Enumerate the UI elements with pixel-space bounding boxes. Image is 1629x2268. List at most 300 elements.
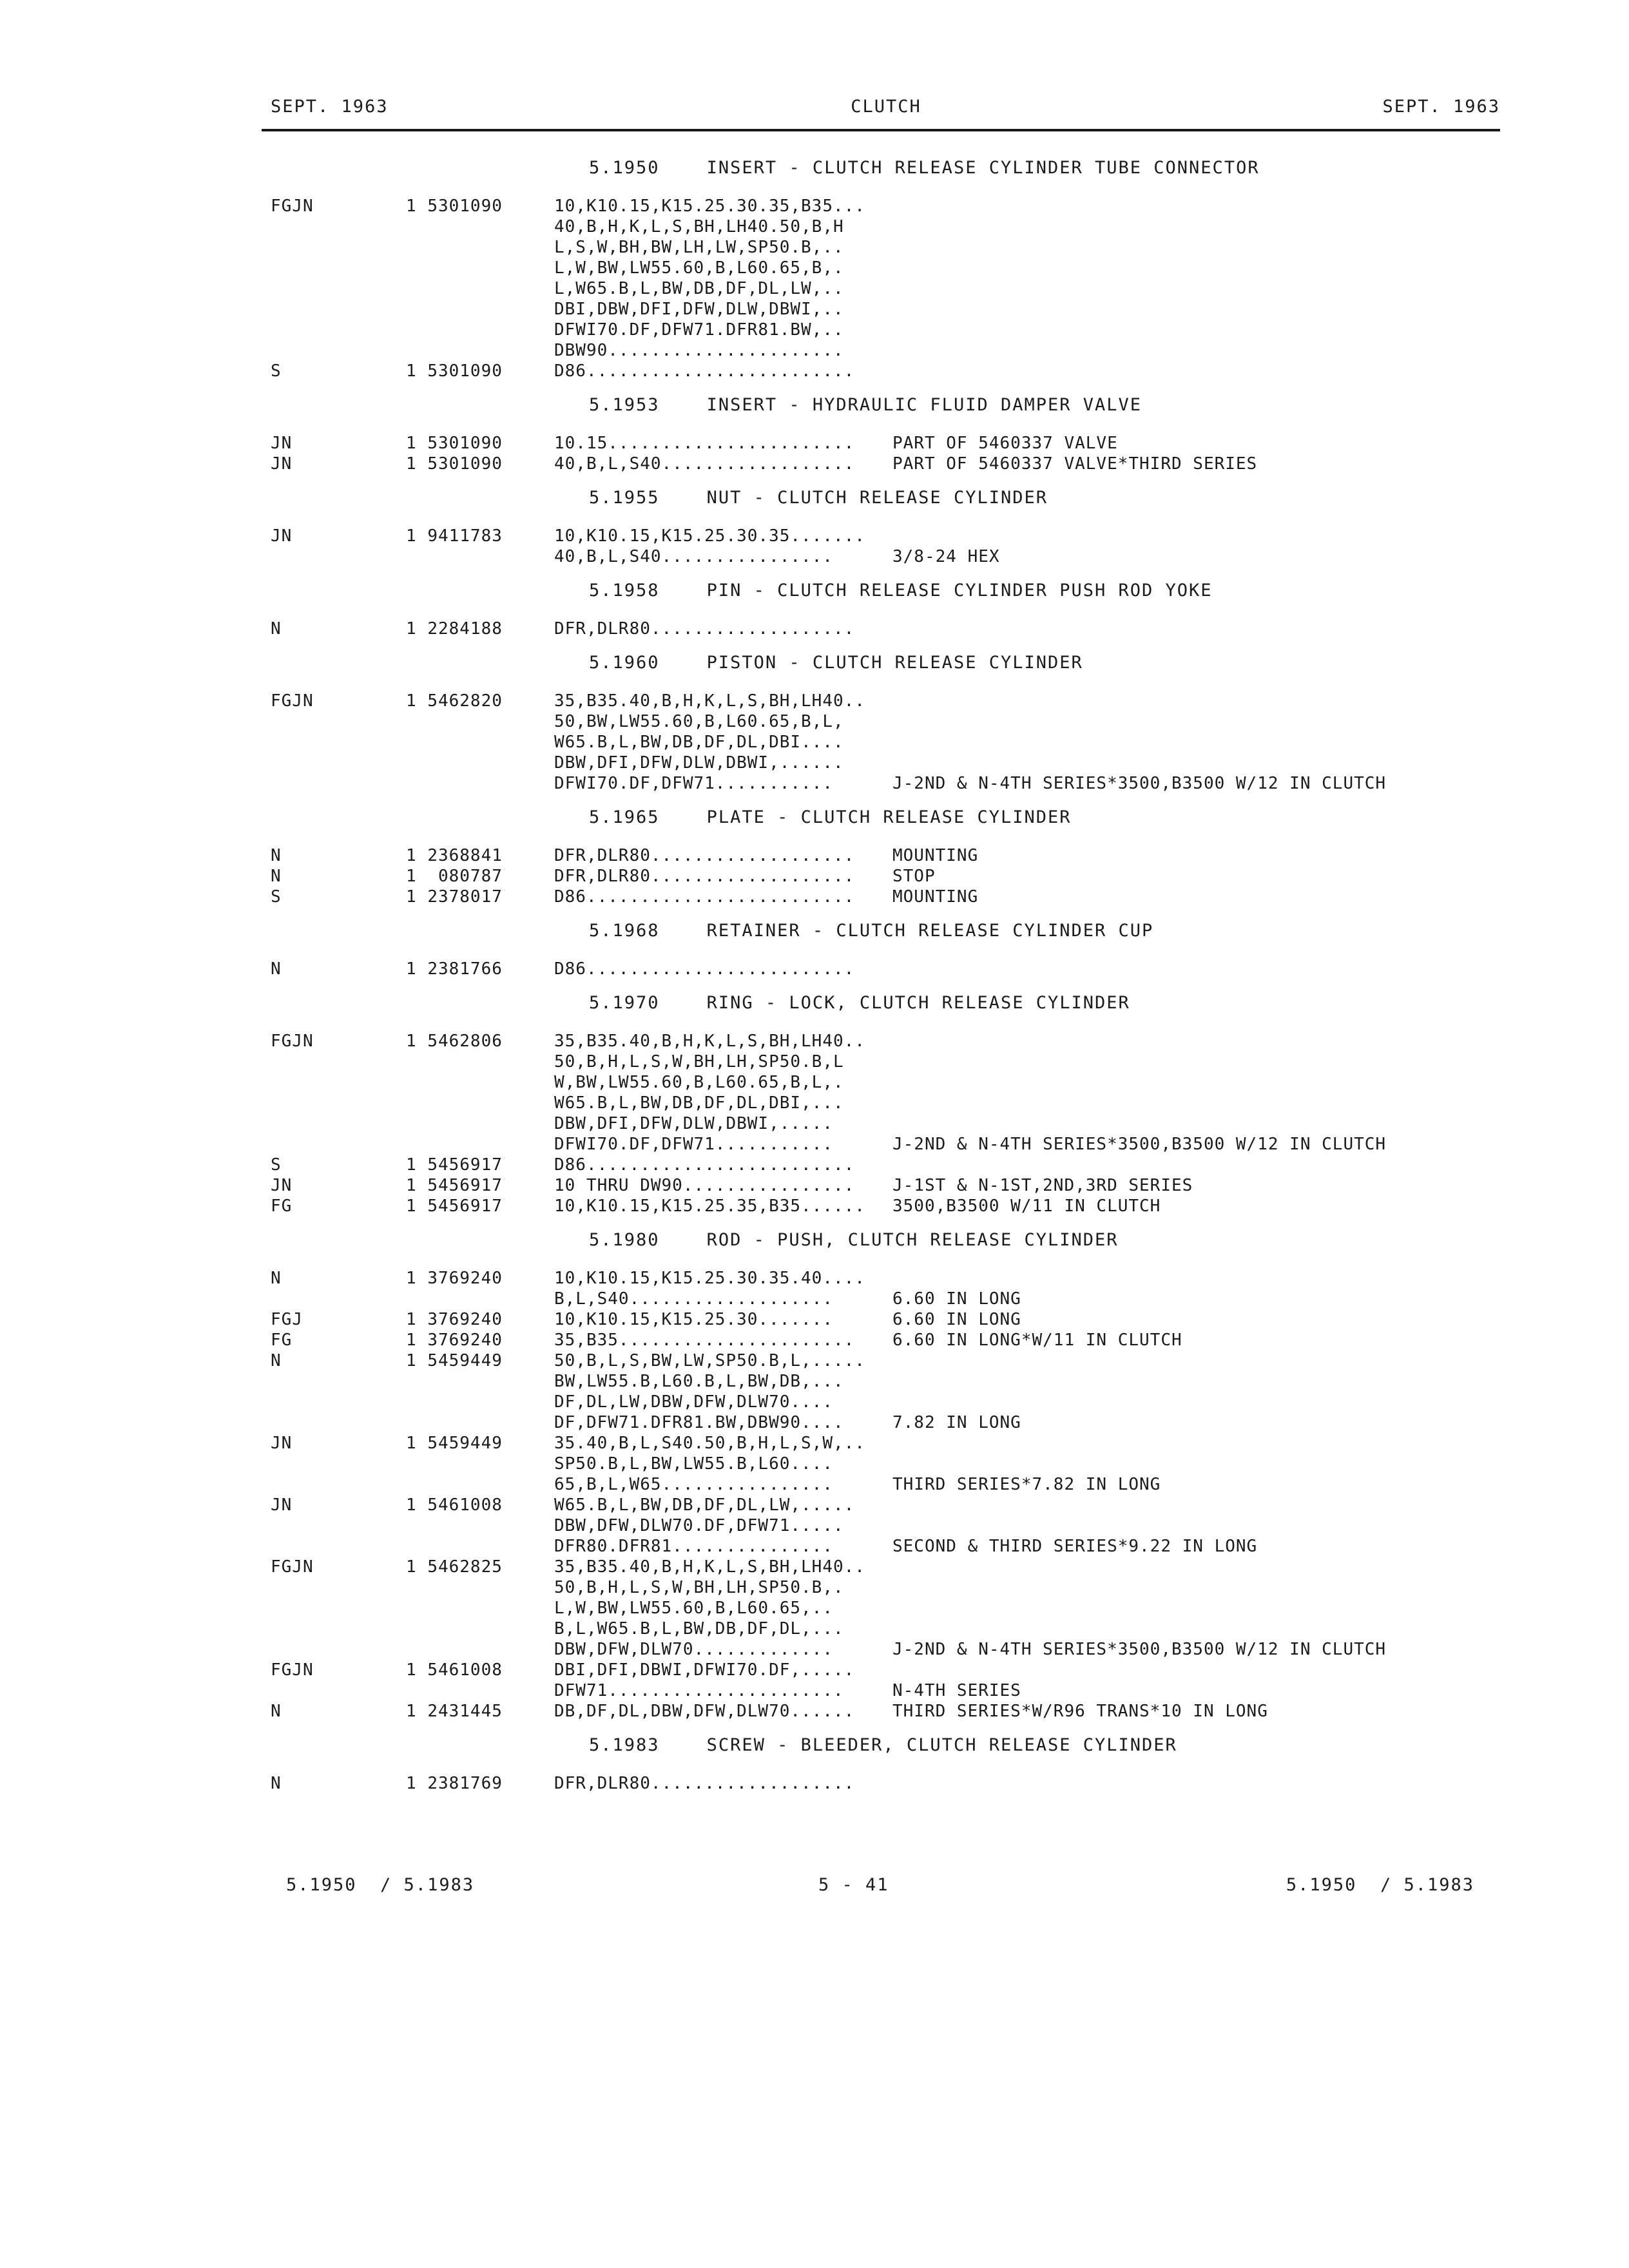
model-code: FG [271, 1196, 293, 1216]
application-text: SP50.B,L,BW,LW55.B,L60.... [554, 1454, 833, 1474]
qty-part-number [406, 361, 554, 381]
entry-line [271, 1773, 1534, 1794]
part-number: 5462825 [427, 1557, 503, 1577]
application-text: 35,B35.40,B,H,K,L,S,BH,LH40.. [554, 1032, 865, 1051]
entry-line [271, 196, 1534, 216]
section [271, 482, 1534, 567]
model-code: JN [271, 434, 293, 453]
part-description: J-2ND & N-4TH SERIES*3500,B3500 W/12 IN CLUTCH [892, 1640, 1387, 1659]
model-code: JN [271, 1434, 293, 1453]
application-text: DFW71...................... [554, 1681, 844, 1700]
section [271, 647, 1534, 794]
qty-part-number [406, 1773, 554, 1794]
application-text: 10,K10.15,K15.25.30.35,B35... [554, 197, 865, 216]
part-entry [271, 845, 1534, 866]
qty-part-number [406, 1268, 554, 1289]
application-text: DFR,DLR80................... [554, 846, 855, 865]
part-number: 3769240 [427, 1310, 503, 1329]
model-code: N [271, 1702, 282, 1721]
entry-line [271, 1175, 1534, 1196]
quantity: 1 [406, 1351, 417, 1370]
entry-line [271, 454, 1534, 474]
entry-line [271, 1412, 1534, 1433]
section-title: INSERT - HYDRAULIC FLUID DAMPER VALVE [706, 395, 1142, 415]
part-description: 3500,B3500 W/11 IN CLUTCH [892, 1196, 1161, 1216]
entry-line [271, 1639, 1534, 1660]
section-title: RING - LOCK, CLUTCH RELEASE CYLINDER [706, 993, 1130, 1013]
qty-part-number [406, 1330, 554, 1350]
part-entry [271, 1350, 1534, 1433]
quantity: 1 [406, 1196, 417, 1216]
part-number: 3769240 [427, 1269, 503, 1288]
section-number: 5.1955 [589, 488, 660, 508]
part-entry [271, 1773, 1534, 1794]
model-code: FGJN [271, 1032, 314, 1051]
section [271, 389, 1534, 474]
application-text: DBI,DBW,DFI,DFW,DLW,DBWI,.. [554, 300, 844, 319]
qty-part-number [406, 454, 554, 474]
footer-range-right: 5.1950 / 5.1983 [1286, 1875, 1474, 1895]
entry-line [271, 320, 1534, 340]
section-number: 5.1950 [589, 158, 660, 178]
quantity: 1 [406, 1774, 417, 1793]
quantity: 1 [406, 526, 417, 546]
entry-line [271, 1113, 1534, 1134]
header-title: CLUTCH [851, 97, 921, 117]
application-text: 40,B,H,K,L,S,BH,LH40.50,B,H [554, 217, 844, 236]
qty-part-number [406, 1155, 554, 1175]
application-text: 10 THRU DW90................ [554, 1176, 855, 1195]
entry-line [271, 732, 1534, 753]
part-entry [271, 691, 1534, 794]
parts-list [271, 152, 1534, 1802]
section [271, 1224, 1534, 1722]
qty-part-number [406, 1309, 554, 1330]
part-description: 3/8-24 HEX [892, 547, 1000, 566]
application-text: D86......................... [554, 361, 855, 381]
part-number: 5301090 [427, 197, 503, 216]
part-number: 2368841 [427, 846, 503, 865]
section-heading [271, 802, 1534, 845]
section-heading [271, 1729, 1534, 1773]
entry-line [271, 691, 1534, 711]
application-text: DFR,DLR80................... [554, 1774, 855, 1793]
qty-part-number [406, 196, 554, 216]
model-code: N [271, 959, 282, 979]
entry-line [271, 1392, 1534, 1412]
application-text: L,W,BW,LW55.60,B,L60.65,.. [554, 1599, 833, 1618]
entry-line [271, 361, 1534, 381]
application-text: 10,K10.15,K15.25.30....... [554, 1310, 833, 1329]
entry-line [271, 1598, 1534, 1619]
part-description: J-2ND & N-4TH SERIES*3500,B3500 W/12 IN CLUTCH [892, 774, 1387, 793]
header-date-right: SEPT. 1963 [1382, 97, 1500, 117]
application-text: L,W65.B,L,BW,DB,DF,DL,LW,.. [554, 279, 844, 298]
qty-part-number [406, 866, 554, 887]
section [271, 987, 1534, 1216]
application-text: 35,B35.40,B,H,K,L,S,BH,LH40.. [554, 691, 865, 711]
part-description: THIRD SERIES*W/R96 TRANS*10 IN LONG [892, 1702, 1268, 1721]
model-code: S [271, 361, 282, 381]
entry-line [271, 1577, 1534, 1598]
qty-part-number [406, 1031, 554, 1052]
part-entry [271, 361, 1534, 381]
model-code: JN [271, 1176, 293, 1195]
application-text: 50,BW,LW55.60,B,L60.65,B,L, [554, 712, 844, 731]
quantity: 1 [406, 1702, 417, 1721]
header-date-left: SEPT. 1963 [271, 97, 389, 117]
quantity: 1 [406, 1495, 417, 1515]
part-number: 5461008 [427, 1495, 503, 1515]
section-heading [271, 389, 1534, 433]
quantity: 1 [406, 846, 417, 865]
qty-part-number [406, 619, 554, 639]
entry-line [271, 1268, 1534, 1289]
section [271, 152, 1534, 381]
application-text: DBW,DFW,DLW70.DF,DFW71..... [554, 1516, 844, 1535]
section-title: INSERT - CLUTCH RELEASE CYLINDER TUBE CONNECTOR [706, 158, 1260, 178]
part-entry [271, 1495, 1534, 1557]
section-title: ROD - PUSH, CLUTCH RELEASE CYLINDER [706, 1230, 1119, 1250]
section [271, 1729, 1534, 1794]
entry-line [271, 845, 1534, 866]
entry-line [271, 299, 1534, 320]
qty-part-number [406, 691, 554, 711]
quantity: 1 [406, 1155, 417, 1175]
part-entry [271, 959, 1534, 979]
entry-line [271, 237, 1534, 258]
quantity: 1 [406, 1557, 417, 1577]
entry-line [271, 1495, 1534, 1515]
application-text: W65.B,L,BW,DB,DF,DL,DBI.... [554, 733, 844, 752]
part-entry [271, 526, 1534, 567]
qty-part-number [406, 1196, 554, 1216]
part-number: 5461008 [427, 1660, 503, 1680]
application-text: 50,B,H,L,S,W,BH,LH,SP50.B,. [554, 1578, 844, 1597]
model-code: JN [271, 526, 293, 546]
entry-line [271, 1701, 1534, 1722]
part-number: 5301090 [427, 361, 503, 381]
entry-line [271, 433, 1534, 454]
section-heading [271, 1224, 1534, 1268]
part-description: THIRD SERIES*7.82 IN LONG [892, 1475, 1161, 1494]
section-number: 5.1968 [589, 921, 660, 941]
header-rule [262, 129, 1500, 131]
model-code: FGJN [271, 197, 314, 216]
model-code: JN [271, 1495, 293, 1515]
quantity: 1 [406, 1331, 417, 1350]
quantity: 1 [406, 1032, 417, 1051]
part-entry [271, 433, 1534, 454]
page-number: 5 - 41 [818, 1875, 889, 1895]
application-text: 35,B35.40,B,H,K,L,S,BH,LH40.. [554, 1557, 865, 1577]
quantity: 1 [406, 1310, 417, 1329]
part-entry [271, 1196, 1534, 1216]
part-description: 6.60 IN LONG [892, 1310, 1021, 1329]
application-text: 40,B,L,S40.................. [554, 454, 855, 474]
qty-part-number [406, 433, 554, 454]
qty-part-number [406, 959, 554, 979]
application-text: DF,DL,LW,DBW,DFW,DLW70.... [554, 1392, 833, 1412]
model-code: FGJN [271, 1557, 314, 1577]
entry-line [271, 1474, 1534, 1495]
application-text: DFWI70.DF,DFW71.DFR81.BW,.. [554, 320, 844, 340]
part-entry [271, 1660, 1534, 1701]
part-description: MOUNTING [892, 887, 979, 907]
section-number: 5.1953 [589, 395, 660, 415]
application-text: D86......................... [554, 887, 855, 907]
entry-line [271, 866, 1534, 887]
part-description: 6.60 IN LONG [892, 1289, 1021, 1309]
section [271, 915, 1534, 979]
model-code: N [271, 1774, 282, 1793]
model-code: N [271, 867, 282, 886]
quantity: 1 [406, 867, 417, 886]
part-description: J-2ND & N-4TH SERIES*3500,B3500 W/12 IN CLUTCH [892, 1135, 1387, 1154]
qty-part-number [406, 526, 554, 546]
part-description: PART OF 5460337 VALVE [892, 434, 1118, 453]
part-entry [271, 619, 1534, 639]
part-entry [271, 887, 1534, 907]
model-code: FGJ [271, 1310, 303, 1329]
application-text: 10,K10.15,K15.25.30.35.40.... [554, 1269, 865, 1288]
entry-line [271, 711, 1534, 732]
part-entry [271, 866, 1534, 887]
application-text: W65.B,L,BW,DB,DF,DL,LW,..... [554, 1495, 855, 1515]
model-code: JN [271, 454, 293, 474]
application-text: B,L,W65.B,L,BW,DB,DF,DL,... [554, 1619, 844, 1639]
application-text: DF,DFW71.DFR81.BW,DBW90.... [554, 1413, 844, 1432]
entry-line [271, 1289, 1534, 1309]
quantity: 1 [406, 434, 417, 453]
quantity: 1 [406, 454, 417, 474]
model-code: S [271, 887, 282, 907]
section-number: 5.1958 [589, 581, 660, 601]
entry-line [271, 1196, 1534, 1216]
entry-line [271, 1536, 1534, 1557]
part-number: 5456917 [427, 1155, 503, 1175]
part-entry [271, 1701, 1534, 1722]
entry-line [271, 1031, 1534, 1052]
part-entry [271, 1031, 1534, 1155]
entry-line [271, 546, 1534, 567]
entry-line [271, 619, 1534, 639]
entry-line [271, 258, 1534, 278]
part-description: N-4TH SERIES [892, 1681, 1021, 1700]
application-text: DFR,DLR80................... [554, 867, 855, 886]
qty-part-number [406, 1701, 554, 1722]
section-heading [271, 152, 1534, 196]
entry-line [271, 1093, 1534, 1113]
model-code: N [271, 1269, 282, 1288]
part-number: 3769240 [427, 1331, 503, 1350]
entry-line [271, 1619, 1534, 1639]
part-number: 2381769 [427, 1774, 503, 1793]
entry-line [271, 340, 1534, 361]
section [271, 575, 1534, 639]
part-description: 6.60 IN LONG*W/11 IN CLUTCH [892, 1331, 1182, 1350]
quantity: 1 [406, 959, 417, 979]
footer-range-left: 5.1950 / 5.1983 [286, 1875, 475, 1895]
application-text: DBW90...................... [554, 341, 844, 360]
qty-part-number [406, 845, 554, 866]
entry-line [271, 1155, 1534, 1175]
entry-line [271, 753, 1534, 773]
section-number: 5.1965 [589, 807, 660, 827]
entry-line [271, 1557, 1534, 1577]
entry-line [271, 1680, 1534, 1701]
qty-part-number [406, 1433, 554, 1454]
part-number: 5462820 [427, 691, 503, 711]
part-entry [271, 1557, 1534, 1660]
application-text: 10,K10.15,K15.25.30.35....... [554, 526, 865, 546]
quantity: 1 [406, 1434, 417, 1453]
entry-line [271, 1454, 1534, 1474]
part-number: 2284188 [427, 619, 503, 639]
entry-line [271, 1072, 1534, 1093]
section-number: 5.1980 [589, 1230, 660, 1250]
application-text: DFR,DLR80................... [554, 619, 855, 639]
model-code: FGJN [271, 691, 314, 711]
application-text: 10.15....................... [554, 434, 855, 453]
application-text: DFR80.DFR81............... [554, 1537, 833, 1556]
application-text: B,L,S40................... [554, 1289, 833, 1309]
quantity: 1 [406, 197, 417, 216]
qty-part-number [406, 1495, 554, 1515]
part-entry [271, 1433, 1534, 1495]
part-number: 5456917 [427, 1196, 503, 1216]
application-text: L,S,W,BH,BW,LH,LW,SP50.B,.. [554, 238, 844, 257]
section-title: PISTON - CLUTCH RELEASE CYLINDER [706, 653, 1083, 673]
application-text: DBW,DFW,DLW70............. [554, 1640, 833, 1659]
part-description: MOUNTING [892, 846, 979, 865]
entry-line [271, 1350, 1534, 1371]
application-text: D86......................... [554, 1155, 855, 1175]
section-number: 5.1983 [589, 1735, 660, 1755]
part-number: 2378017 [427, 887, 503, 907]
section-title: PLATE - CLUTCH RELEASE CYLINDER [706, 807, 1072, 827]
quantity: 1 [406, 1660, 417, 1680]
part-entry [271, 1268, 1534, 1309]
part-number: 5459449 [427, 1351, 503, 1370]
quantity: 1 [406, 1176, 417, 1195]
model-code: N [271, 1351, 282, 1370]
quantity: 1 [406, 887, 417, 907]
application-text: 10,K10.15,K15.25.35,B35...... [554, 1196, 865, 1216]
entry-line [271, 1330, 1534, 1350]
part-entry [271, 1175, 1534, 1196]
model-code: N [271, 619, 282, 639]
qty-part-number [406, 1557, 554, 1577]
section-title: RETAINER - CLUTCH RELEASE CYLINDER CUP [706, 921, 1154, 941]
part-description: PART OF 5460337 VALVE*THIRD SERIES [892, 454, 1258, 474]
entry-line [271, 1515, 1534, 1536]
part-entry [271, 196, 1534, 361]
entry-line [271, 1134, 1534, 1155]
section-heading [271, 915, 1534, 959]
entry-line [271, 526, 1534, 546]
entry-line [271, 1052, 1534, 1072]
section-number: 5.1970 [589, 993, 660, 1013]
application-text: W,BW,LW55.60,B,L60.65,B,L,. [554, 1073, 844, 1092]
application-text: 40,B,L,S40................ [554, 547, 833, 566]
qty-part-number [406, 1350, 554, 1371]
part-description: 7.82 IN LONG [892, 1413, 1021, 1432]
application-text: DFWI70.DF,DFW71........... [554, 1135, 833, 1154]
application-text: 35,B35...................... [554, 1331, 855, 1350]
entry-line [271, 959, 1534, 979]
section-title: SCREW - BLEEDER, CLUTCH RELEASE CYLINDER [706, 1735, 1177, 1755]
model-code: S [271, 1155, 282, 1175]
part-number: 5301090 [427, 434, 503, 453]
part-number: 5459449 [427, 1434, 503, 1453]
qty-part-number [406, 887, 554, 907]
entry-line [271, 1433, 1534, 1454]
model-code: N [271, 846, 282, 865]
section [271, 802, 1534, 907]
application-text: D86......................... [554, 959, 855, 979]
part-description: STOP [892, 867, 936, 886]
application-text: DB,DF,DL,DBW,DFW,DLW70...... [554, 1702, 855, 1721]
part-number: 080787 [427, 867, 503, 886]
part-entry [271, 454, 1534, 474]
application-text: DFWI70.DF,DFW71........... [554, 774, 833, 793]
model-code: FG [271, 1331, 293, 1350]
quantity: 1 [406, 691, 417, 711]
part-description: J-1ST & N-1ST,2ND,3RD SERIES [892, 1176, 1193, 1195]
section-title: NUT - CLUTCH RELEASE CYLINDER [706, 488, 1048, 508]
part-description: SECOND & THIRD SERIES*9.22 IN LONG [892, 1537, 1258, 1556]
section-heading [271, 647, 1534, 691]
qty-part-number [406, 1175, 554, 1196]
application-text: DBW,DFI,DFW,DLW,DBWI,..... [554, 1114, 833, 1133]
application-text: BW,LW55.B,L60.B,L,BW,DB,... [554, 1372, 844, 1391]
application-text: 35.40,B,L,S40.50,B,H,L,S,W,.. [554, 1434, 865, 1453]
section-heading [271, 987, 1534, 1031]
part-number: 5456917 [427, 1176, 503, 1195]
entry-line [271, 1660, 1534, 1680]
model-code: FGJN [271, 1660, 314, 1680]
application-text: DBW,DFI,DFW,DLW,DBWI,...... [554, 753, 844, 773]
entry-line [271, 887, 1534, 907]
entry-line [271, 216, 1534, 237]
part-number: 9411783 [427, 526, 503, 546]
application-text: 50,B,H,L,S,W,BH,LH,SP50.B,L [554, 1052, 844, 1072]
application-text: W65.B,L,BW,DB,DF,DL,DBI,... [554, 1093, 844, 1113]
application-text: DBI,DFI,DBWI,DFWI70.DF,..... [554, 1660, 855, 1680]
section-heading [271, 575, 1534, 619]
quantity: 1 [406, 1269, 417, 1288]
entry-line [271, 1309, 1534, 1330]
section-heading [271, 482, 1534, 526]
qty-part-number [406, 1660, 554, 1680]
application-text: L,W,BW,LW55.60,B,L60.65,B,. [554, 258, 844, 278]
part-number: 2431445 [427, 1702, 503, 1721]
part-entry [271, 1309, 1534, 1330]
application-text: 50,B,L,S,BW,LW,SP50.B,L,..... [554, 1351, 865, 1370]
entry-line [271, 278, 1534, 299]
section-number: 5.1960 [589, 653, 660, 673]
quantity: 1 [406, 619, 417, 639]
application-text: 65,B,L,W65................ [554, 1475, 833, 1494]
entry-line [271, 1371, 1534, 1392]
entry-line [271, 773, 1534, 794]
section-title: PIN - CLUTCH RELEASE CYLINDER PUSH ROD YOKE [706, 581, 1213, 601]
quantity: 1 [406, 361, 417, 381]
part-entry [271, 1330, 1534, 1350]
part-number: 5462806 [427, 1032, 503, 1051]
part-number: 2381766 [427, 959, 503, 979]
